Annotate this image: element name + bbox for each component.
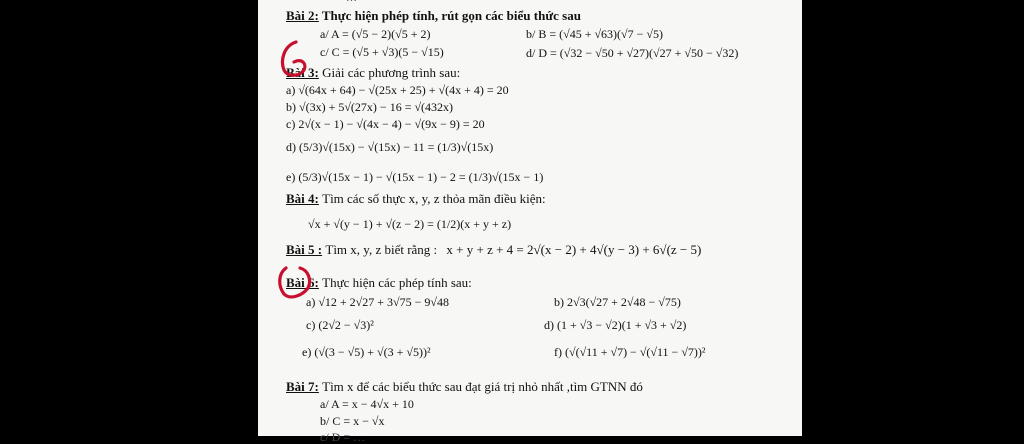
bai7-heading <box>286 380 643 394</box>
red-pen-mark-bai3 <box>274 36 318 82</box>
bai3-label: Bài 3: <box>286 65 319 80</box>
bai6-label: Bài 6: <box>286 275 319 290</box>
bai5-heading <box>286 243 701 257</box>
bai2-heading <box>286 9 581 23</box>
bai7-a: a/ A = x − 4√x + 10 <box>320 397 414 411</box>
bai6-c: c) (2√2 − √3)² <box>306 318 374 332</box>
bai2-a: a/ A = (√5 − 2)(√5 + 2) <box>320 27 431 41</box>
bai7-c-cut: c/ D = … <box>320 430 366 444</box>
bai2-c: c/ C = (√5 + √3)(5 − √15) <box>320 45 444 59</box>
bai6-b: b) 2√3(√27 + 2√48 − √75) <box>554 295 681 309</box>
bai7-label: Bài 7: <box>286 379 319 394</box>
bai6-d: d) (1 + √3 − √2)(1 + √3 + √2) <box>544 318 687 332</box>
bai5-label: Bài 5 : <box>286 242 323 257</box>
bai4-title: Tìm các số thực x, y, z thỏa mãn điều kiện: <box>322 191 546 206</box>
bai3-item-b: b) √(3x) + 5√(27x) − 16 = √(432x) <box>286 100 454 114</box>
bai2-title: Thực hiện phép tính, rút gọn các biểu thức sau <box>321 8 581 23</box>
bai2-b: b/ B = (√45 + √63)(√7 − √5) <box>526 27 663 41</box>
bai3-item-c: c) 2√(x − 1) − √(4x − 4) − √(9x − 9) = 20 <box>286 117 485 131</box>
red-pen-mark-bai6 <box>272 260 322 304</box>
bai4-label: Bài 4: <box>286 191 319 206</box>
bai3-item-d: d) (5/3)√(15x) − √(15x) − 11 = (1/3)√(15x) <box>286 140 494 154</box>
document-page <box>258 0 802 444</box>
bai4-heading <box>286 192 546 206</box>
bai4-equation: √x + √(y − 1) + √(z − 2) = (1/2)(x + y + z) <box>308 217 512 231</box>
bai6-e: e) (√(3 − √5) + √(3 + √5))² <box>302 345 431 359</box>
bai3-item-e: e) (5/3)√(15x − 1) − √(15x − 1) − 2 = (1/3)√(15x − 1) <box>286 170 544 184</box>
bai2-d: d/ D = (√32 − √50 + √27)(√27 + √50 − √32) <box>526 46 739 60</box>
bai5-equation: x + y + z + 4 = 2√(x − 2) + 4√(y − 3) + 6√(z − 5) <box>446 242 702 257</box>
bai7-b: b/ C = x − √x <box>320 414 385 428</box>
bai5-title: Tìm x, y, z biết rằng : <box>325 242 438 257</box>
cut-off-top-line <box>346 0 357 5</box>
bai6-a: a) √12 + 2√27 + 3√75 − 9√48 <box>306 295 449 309</box>
bai6-f: f) (√(√11 + √7) − √(√11 − √7))² <box>554 345 706 359</box>
bai6-title: Thực hiện các phép tính sau: <box>322 275 472 290</box>
bai3-item-a: a) √(64x + 64) − √(25x + 25) + √(4x + 4) = 20 <box>286 83 509 97</box>
bai2-label: Bài 2: <box>286 8 319 23</box>
bai3-title: Giải các phương trình sau: <box>322 65 461 80</box>
bai7-title: Tìm x để các biểu thức sau đạt giá trị nhỏ nhất ,tìm GTNN đó <box>322 379 643 394</box>
